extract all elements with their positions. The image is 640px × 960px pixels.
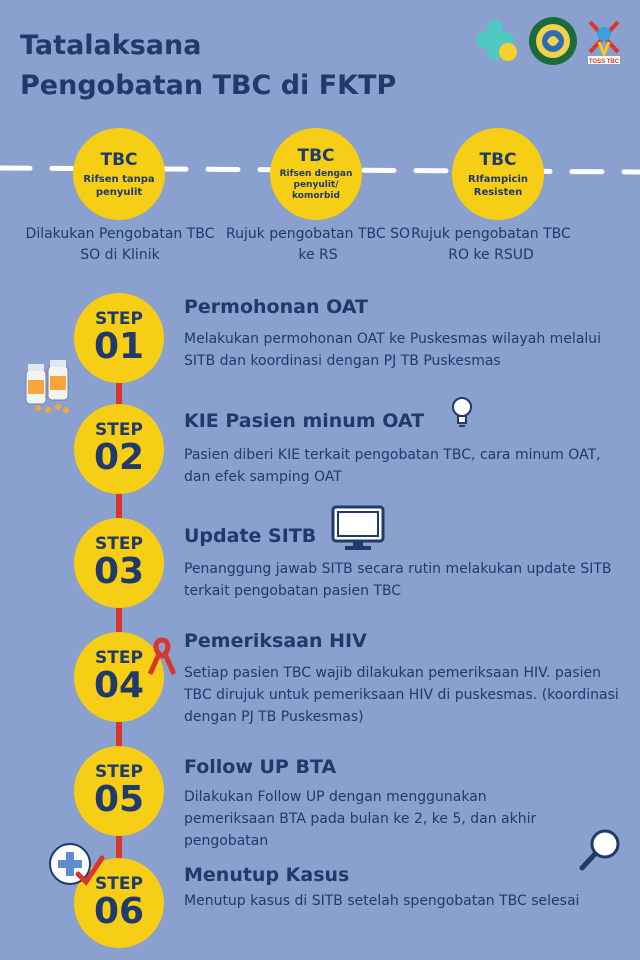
step-word: STEP	[95, 648, 143, 668]
step-description-5: Dilakukan Follow UP dengan menggunakan pemeriksaan BTA pada bulan ke 2, ke 5, dan akhir pengobatan	[184, 789, 537, 849]
category-description-1: Dilakukan Pengobatan TBC SO di Klinik	[25, 226, 215, 263]
medical-check-icon	[48, 840, 106, 892]
page-title	[20, 26, 396, 106]
step-description-6: Menutup kasus di SITB setelah spengobatan TBC selesai	[184, 893, 580, 909]
stop-tbc-logo	[588, 22, 620, 65]
plus-logo	[476, 20, 517, 61]
category-label: Rifsen dengan penyulit/ komorbid	[279, 169, 353, 201]
step-title-3: Update SITB	[184, 525, 317, 547]
step-description-4: Setiap pasien TBC wajib dilakukan pemeriksaan HIV. pasien TBC dirujuk untuk pemeriksaan HIV di puskesmas. (koordinasi dengan PJ TB Puskesmas)	[184, 665, 619, 725]
step-word: STEP	[95, 534, 143, 554]
step-description-1: Melakukan permohonan OAT ke Puskesmas wilayah melalui SITB dan koordinasi dengan PJ TB Puskesmas	[184, 331, 602, 369]
step-number: 04	[93, 665, 145, 706]
step-title-6: Menutup Kasus	[184, 864, 350, 886]
svg-text:TOSS TBC: TOSS TBC	[588, 59, 620, 65]
monitor-icon	[331, 505, 385, 551]
medicine-bottles-icon	[18, 356, 78, 416]
category-code: TBC	[479, 149, 517, 170]
step-number: 02	[93, 437, 145, 478]
step-title-5: Follow UP BTA	[184, 756, 337, 778]
title-line-2: Pengobatan TBC di FKTP	[20, 70, 397, 101]
step-circle-1	[74, 293, 164, 383]
step-circle-2	[74, 404, 164, 494]
step-title-2: KIE Pasien minum OAT	[184, 410, 425, 432]
step-number: 01	[93, 326, 145, 367]
category-label: RIfampicin Resisten	[468, 173, 528, 198]
step-word: STEP	[95, 420, 143, 440]
category-circle-2	[270, 128, 362, 220]
step-number: 05	[93, 779, 145, 820]
lightbulb-icon	[450, 396, 474, 428]
category-circle-3	[452, 128, 544, 220]
title-line-1: Tatalaksana	[20, 30, 202, 61]
step-number: 06	[93, 891, 145, 932]
step-circle-3	[74, 518, 164, 608]
category-circle-1	[73, 128, 165, 220]
step-word: STEP	[95, 874, 143, 894]
category-code: TBC	[100, 149, 138, 170]
step-word: STEP	[95, 309, 143, 329]
category-description-2: Rujuk pengobatan TBC SO ke RS	[225, 226, 411, 263]
magnifier-icon	[577, 826, 625, 874]
step-title-4: Pemeriksaan HIV	[184, 630, 367, 652]
category-label: Rifsen tanpa penyulit	[83, 173, 155, 198]
step-title-1: Permohonan OAT	[184, 296, 368, 318]
step-description-2: Pasien diberi KIE terkait pengobatan TBC, cara minum OAT, dan efek samping OAT	[184, 447, 601, 485]
logo-group	[458, 12, 628, 72]
red-ribbon-icon	[148, 636, 176, 676]
step-word: STEP	[95, 762, 143, 782]
step-number: 03	[93, 551, 145, 592]
category-description-3: Rujuk pengobatan TBC RO ke RSUD	[411, 226, 571, 263]
step-circle-5	[74, 746, 164, 836]
category-code: TBC	[297, 146, 335, 166]
step-description-3: Penanggung jawab SITB secara rutin melakukan update SITB terkait pengobatan pasien TBC	[184, 561, 612, 599]
organization-seal-logo	[529, 17, 577, 65]
